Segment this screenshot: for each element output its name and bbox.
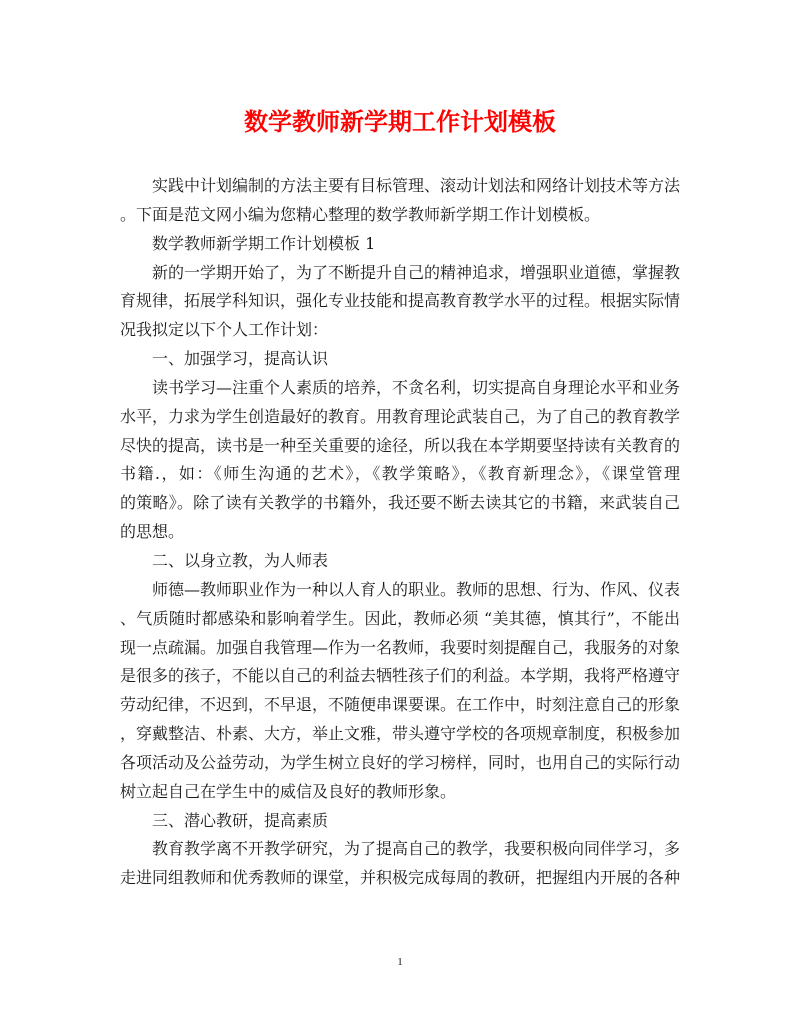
text-line: 走进同组教师和优秀教师的课堂，并积极完成每周的教研，把握组内开展的各种 bbox=[120, 868, 681, 888]
page-number: 1 bbox=[397, 956, 403, 968]
text-line: 。下面是范文网小编为您精心整理的数学教师新学期工作计划模板。 bbox=[120, 204, 601, 224]
text-line: 水平，力求为学生创造最好的教育。用教育理论武装自己，为了自己的教育教学 bbox=[120, 406, 681, 426]
text-line: 新的一学期开始了，为了不断提升自己的精神追求，增强职业道德，掌握教 bbox=[120, 262, 681, 282]
text-line: 的策略》。除了读有关教学的书籍外，我还要不断去读其它的书籍，来武装自己 bbox=[120, 493, 680, 513]
text-line: 数学教师新学期工作计划模板 1 bbox=[120, 233, 376, 253]
text-line: 师德—教师职业作为一种以人育人的职业。教师的思想、行为、作风、仪表 bbox=[120, 579, 681, 599]
text-line: 各项活动及公益劳动，为学生树立良好的学习榜样，同时，也用自己的实际行动 bbox=[120, 752, 681, 772]
document-title: 数学教师新学期工作计划模板 bbox=[244, 107, 556, 136]
text-line: 况我拟定以下个人工作计划： bbox=[120, 320, 329, 340]
text-line: 现一点疏漏。加强自我管理—作为一名教师，我要时刻提醒自己，我服务的对象 bbox=[120, 637, 681, 657]
text-line: 育规律，拓展学科知识，强化专业技能和提高教育教学水平的过程。根据实际情 bbox=[120, 291, 681, 311]
text-line: 树立起自己在学生中的威信及良好的教师形象。 bbox=[120, 781, 457, 801]
text-line: 书籍.，如：《师生沟通的艺术》，《教学策略》，《教育新理念》，《课堂管理 bbox=[120, 464, 680, 484]
text-line: 教育教学离不开教学研究，为了提高自己的教学，我要积极向同伴学习，多 bbox=[120, 839, 681, 859]
text-line: 尽快的提高，读书是一种至关重要的途径，所以我在本学期要坚持读有关教育的 bbox=[120, 435, 681, 455]
document-body bbox=[120, 172, 680, 893]
text-line: 的思想。 bbox=[120, 522, 185, 542]
text-line: 、气质随时都感染和影响着学生。因此，教师必须 “美其德，慎其行”，不能出 bbox=[120, 608, 680, 628]
text-line: 实践中计划编制的方法主要有目标管理、滚动计划法和网络计划技术等方法 bbox=[120, 176, 681, 195]
text-line: 三、潜心教研，提高素质 bbox=[120, 810, 329, 830]
text-line: 读书学习—注重个人素质的培养，不贪名利，切实提高自身理论水平和业务 bbox=[120, 377, 681, 397]
text-line: 劳动纪律，不迟到，不早退，不随便串课要课。在工作中，时刻注意自己的形象 bbox=[120, 695, 681, 715]
text-line: 是很多的孩子，不能以自己的利益去牺牲孩子们的利益。本学期，我将严格遵守 bbox=[120, 666, 681, 686]
text-line: ，穿戴整洁、朴素、大方，举止文雅，带头遵守学校的各项规章制度，积极参加 bbox=[120, 724, 681, 744]
text-line: 二、以身立教，为人师表 bbox=[120, 550, 329, 570]
text-line: 一、加强学习，提高认识 bbox=[120, 349, 329, 369]
